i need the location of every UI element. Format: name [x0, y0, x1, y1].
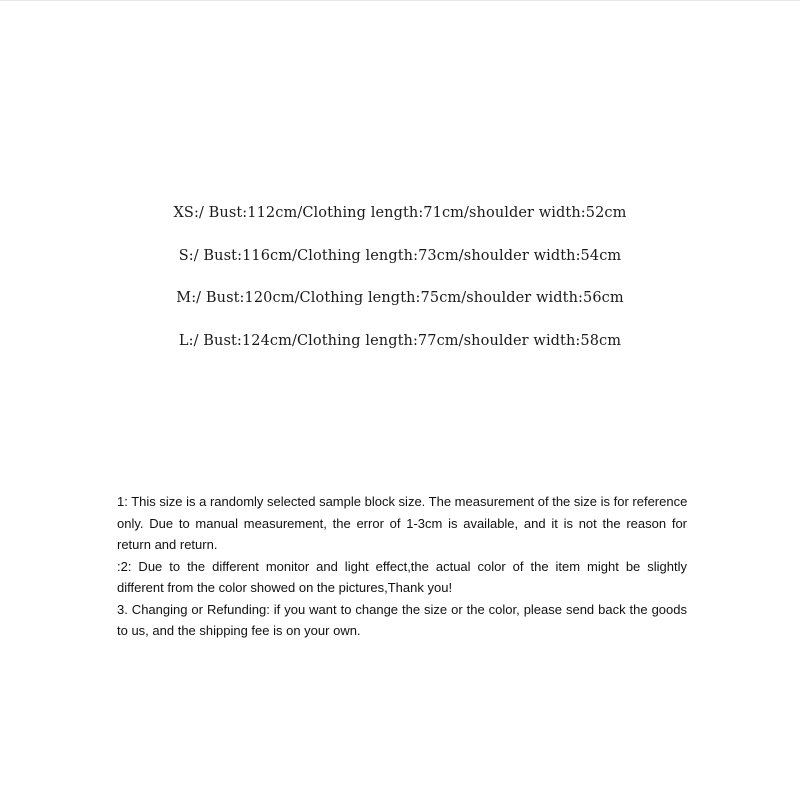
size-row-s: S:/ Bust:116cm/Clothing length:73cm/shoulder width:54cm	[178, 247, 622, 264]
size-row-xs: XS:/ Bust:112cm/Clothing length:71cm/shoulder width:52cm	[173, 205, 627, 221]
size-row-l: L:/ Bust:124cm/Clothing length:77cm/shoulder width:58cm	[178, 332, 622, 349]
size-notes	[117, 491, 687, 642]
note-3-line-2: to us, and the shipping fee is on your own.	[117, 623, 361, 638]
note-1-line-1: 1: This size is a randomly selected sample block size. The measurement of the size is for reference	[117, 494, 688, 509]
note-1-line-2: only. Due to manual measurement, the error of 1-3cm is available, and it is not the reason for	[117, 515, 687, 531]
note-2-line-1: :2: Due to the different monitor and light effect,the actual color of the item might be slightly	[117, 558, 687, 574]
top-divider	[0, 0, 800, 1]
size-chart	[0, 192, 800, 362]
note-3-line-1: 3. Changing or Refunding: if you want to change the size or the color, please send back the goods	[117, 601, 687, 617]
note-2-line-2: different from the color showed on the pictures,Thank you!	[117, 580, 453, 595]
size-row-m: M:/ Bust:120cm/Clothing length:75cm/shoulder width:56cm	[176, 290, 624, 306]
note-1-line-3: return and return.	[117, 537, 218, 552]
